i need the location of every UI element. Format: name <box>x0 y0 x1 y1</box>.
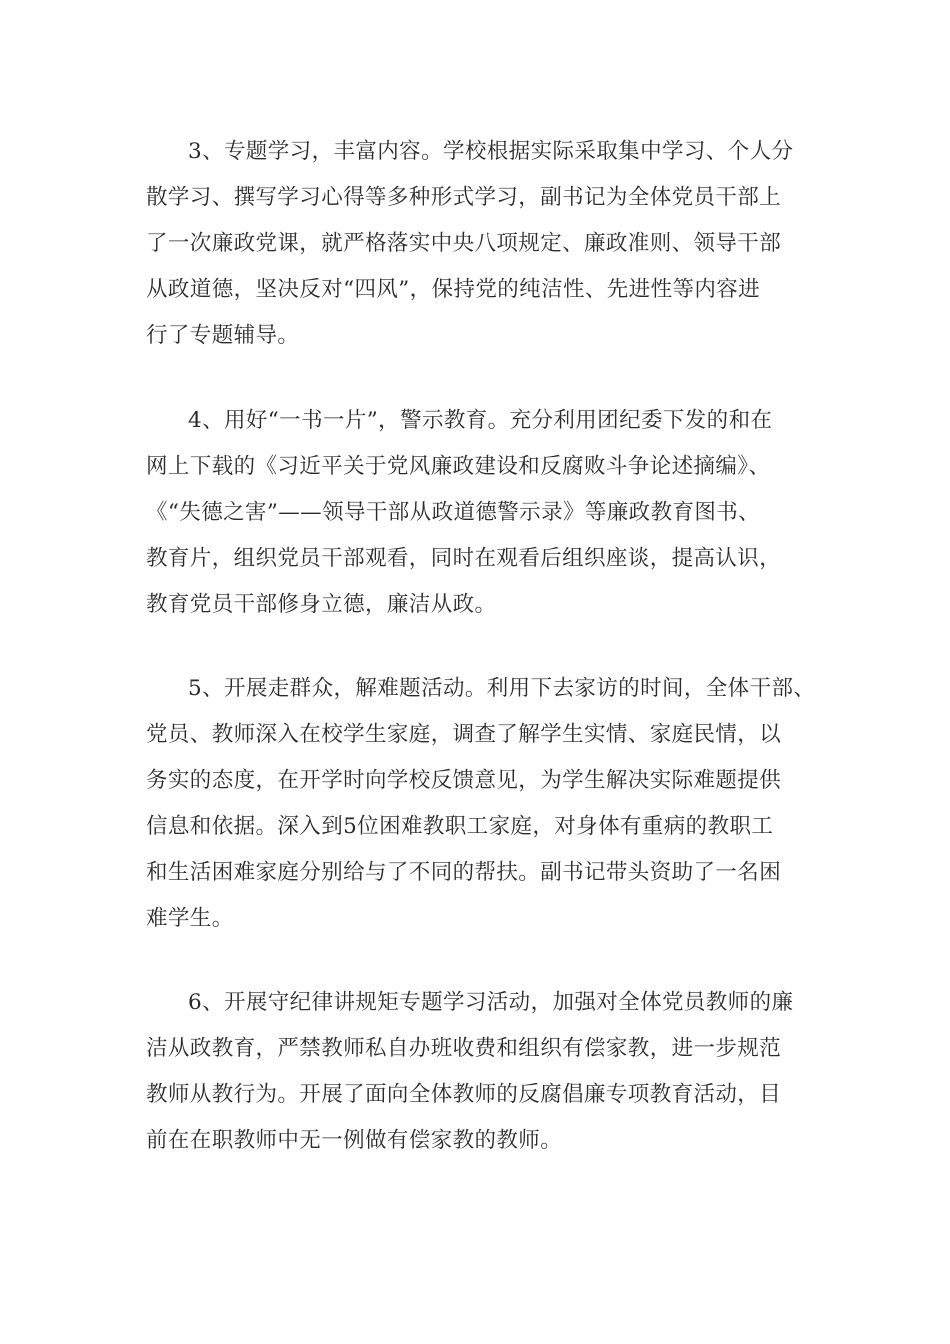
paragraph-line: 和生活困难家庭分别给与了不同的帮扶。副书记带头资助了一名困 <box>146 860 782 885</box>
paragraph-line: 难学生。 <box>146 906 234 931</box>
paragraph-3 <box>146 129 826 359</box>
paragraph-line: 从政道德，坚决反对“四风”，保持党的纯洁性、先进性等内容进 <box>146 277 761 302</box>
paragraph-line: 洁从政教育，严禁教师私自办班收费和组织有偿家教，进一步规范 <box>146 1036 782 1061</box>
paragraph-line: 散学习、撰写学习心得等多种形式学习，副书记为全体党员干部上 <box>146 185 782 210</box>
paragraph-line: 4、用好“一书一片”，警示教育。充分利用团纪委下发的和在 <box>188 408 773 433</box>
paragraph-line: 网上下载的《习近平关于党风廉政建设和反腐败斗争论述摘编》、 <box>146 454 771 479</box>
paragraph-line: 信息和依据。深入到5位困难教职工家庭，对身体有重病的教职工 <box>146 814 774 839</box>
paragraph-5 <box>146 666 826 942</box>
paragraph-line: 务实的态度，在开学时向学校反馈意见，为学生解决实际难题提供 <box>146 768 782 793</box>
paragraph-line: 党员、教师深入在校学生家庭，调查了解学生实情、家庭民情，以 <box>146 722 782 747</box>
paragraph-line: 前在在职教师中无一例做有偿家教的教师。 <box>146 1128 563 1153</box>
paragraph-line: 行了专题辅导。 <box>146 323 300 348</box>
paragraph-line: 3、专题学习，丰富内容。学校根据实际采取集中学习、个人分 <box>188 139 794 164</box>
paragraph-line: 5、开展走群众，解难题活动。利用下去家访的时间，全体干部、 <box>188 676 816 701</box>
paragraph-line: 教育党员干部修身立德，廉洁从政。 <box>146 592 497 617</box>
paragraph-line: 6、开展守纪律讲规矩专题学习活动，加强对全体党员教师的廉 <box>188 990 794 1015</box>
paragraph-line: 教师从教行为。开展了面向全体教师的反腐倡廉专项教育活动，目 <box>146 1082 782 1107</box>
paragraph-4 <box>146 398 826 628</box>
paragraph-6 <box>146 980 826 1164</box>
paragraph-line: 《“失德之害”——领导干部从政道德警示录》等廉政教育图书、 <box>146 500 761 525</box>
paragraph-line: 了一次廉政党课，就严格落实中央八项规定、廉政准则、领导干部 <box>146 231 782 256</box>
paragraph-line: 教育片，组织党员干部观看，同时在观看后组织座谈，提高认识， <box>146 546 782 571</box>
